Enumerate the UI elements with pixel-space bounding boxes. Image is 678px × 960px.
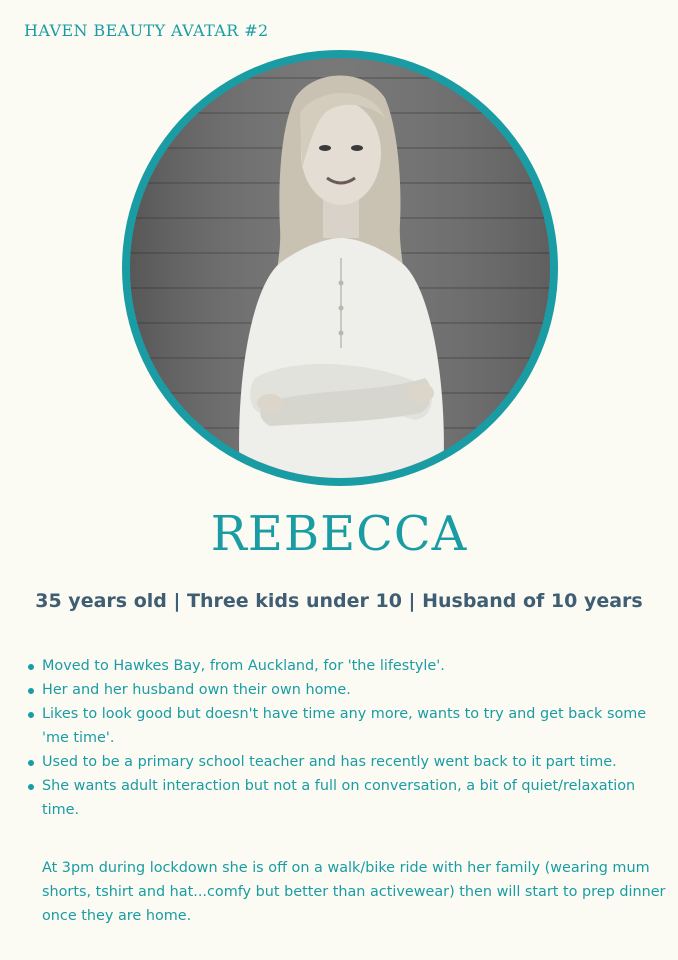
profile-name: REBECCA [210, 506, 468, 562]
bullet-icon [28, 784, 34, 790]
bullet-list [24, 654, 669, 822]
bullet-icon [28, 712, 34, 718]
list-item-text: She wants adult interaction but not a full on conversation, a bit of quiet/relaxation time. [42, 778, 636, 818]
list-item-text: Moved to Hawkes Bay, from Auckland, for 'the lifestyle'. [42, 658, 445, 674]
header-title: HAVEN BEAUTY AVATAR #2 [24, 21, 269, 40]
bullet-icon [28, 664, 34, 670]
portrait-photo [130, 58, 550, 478]
profile-tagline: 35 years old | Three kids under 10 | Husband of 10 years [35, 590, 643, 612]
list-item-text: Her and her husband own their own home. [42, 682, 351, 698]
bullet-icon [28, 760, 34, 766]
list-item [24, 750, 669, 774]
bullet-icon [28, 688, 34, 694]
list-item [24, 774, 669, 822]
list-item [24, 654, 669, 678]
list-item-text: Likes to look good but doesn't have time any more, wants to try and get back some 'me time'. [42, 706, 647, 746]
lockdown-paragraph: At 3pm during lockdown she is off on a walk/bike ride with her family (wearing mum shorts, tshirt and hat...comfy but better than activewear) then will start to prep dinner once they are home. [42, 860, 666, 924]
list-item-text: Used to be a primary school teacher and has recently went back to it part time. [42, 754, 617, 770]
list-item [24, 678, 669, 702]
list-item [24, 702, 669, 750]
